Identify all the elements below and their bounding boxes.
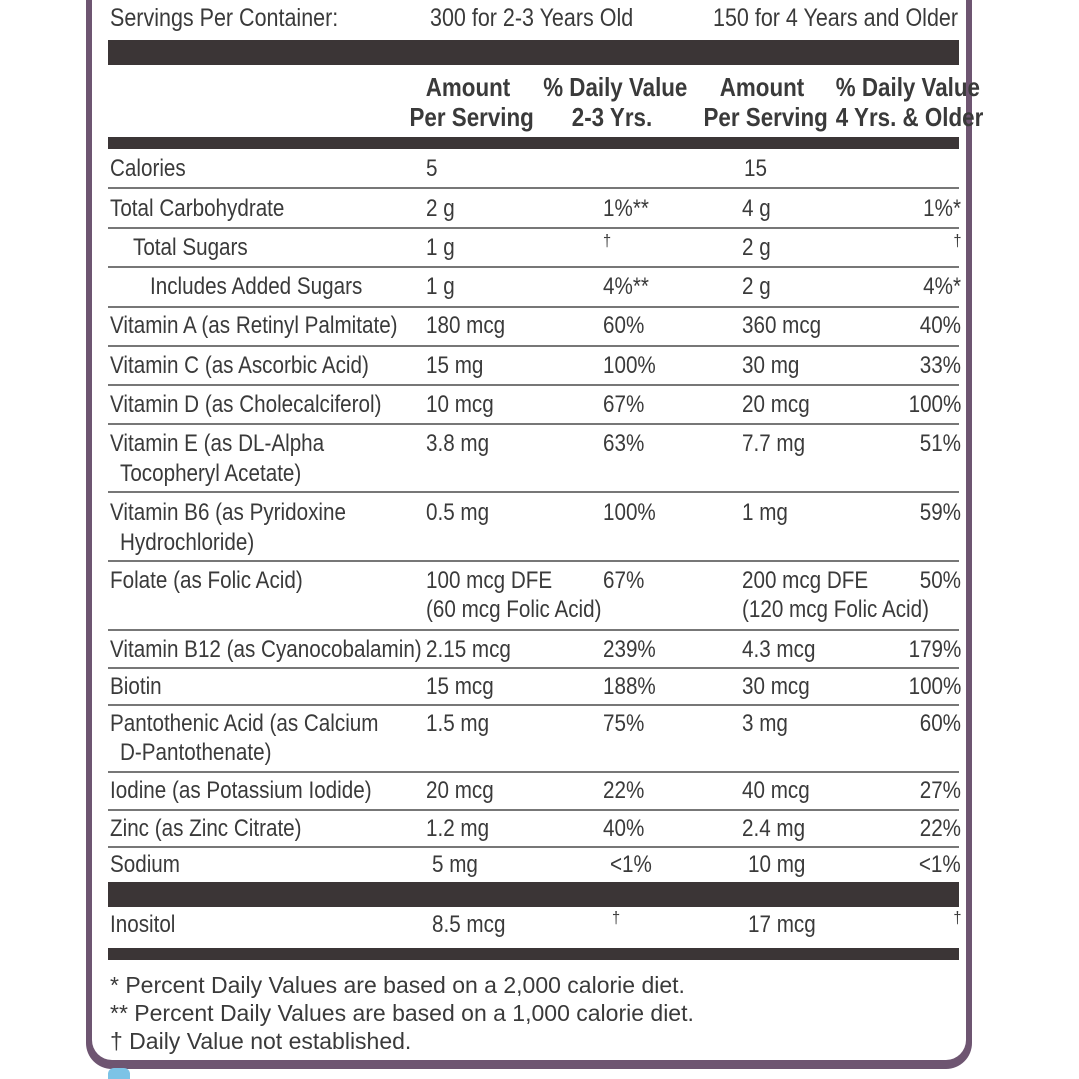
dv-kids: 67% <box>603 391 645 418</box>
amount-kids: 5 mg <box>432 851 478 878</box>
header-dv-kids-age: 2-3 Yrs. <box>571 102 653 132</box>
dv-adults: 27% <box>919 777 961 804</box>
row-divider <box>108 809 959 811</box>
row-divider <box>108 491 959 493</box>
nutrient-name-cont: Tocopheryl Acetate) <box>120 460 302 487</box>
row-divider <box>108 306 959 308</box>
dv-adults: 100% <box>908 673 961 700</box>
amount-adults: 30 mg <box>742 352 800 379</box>
dv-adults: 100% <box>908 391 961 418</box>
nutrient-name-cont: D-Pantothenate) <box>120 739 272 766</box>
header-dv-adults-age: 4 Yrs. & Older <box>835 102 984 132</box>
footnote-double-asterisk: ** Percent Daily Values are based on a 1,000 calorie diet. <box>110 1000 694 1026</box>
dv-adults: 59% <box>919 499 961 526</box>
amount-adults-note: (120 mcg Folic Acid) <box>742 596 929 623</box>
dv-kids: <1% <box>610 851 652 878</box>
dv-kids: 60% <box>603 312 645 339</box>
thick-divider-middle <box>108 882 959 907</box>
amount-adults: 2 g <box>742 273 771 300</box>
nutrient-name: Biotin <box>110 673 162 700</box>
row-divider <box>108 384 959 386</box>
nutrient-name: Vitamin A (as Retinyl Palmitate) <box>110 312 398 339</box>
header-amount-adults: Amount <box>719 72 805 102</box>
row-divider <box>108 667 959 669</box>
dv-kids: 4%** <box>603 273 649 300</box>
nutrient-name: Inositol <box>110 911 176 938</box>
amount-kids: 1 g <box>426 234 455 261</box>
dv-kids: 188% <box>603 673 656 700</box>
amount-adults: 2 g <box>742 234 771 261</box>
nutrient-name: Iodine (as Potassium Iodide) <box>110 777 372 804</box>
medium-divider <box>108 137 959 149</box>
amount-kids: 10 mcg <box>426 391 494 418</box>
row-divider <box>108 704 959 706</box>
dv-kids: 100% <box>603 352 656 379</box>
amount-kids: 15 mcg <box>426 673 494 700</box>
nutrient-name: Vitamin E (as DL-Alpha <box>110 430 325 457</box>
header-dv-kids: % Daily Value <box>543 72 688 102</box>
row-divider <box>108 560 959 562</box>
amount-adults: 1 mg <box>742 499 788 526</box>
amount-kids: 0.5 mg <box>426 499 490 526</box>
nutrient-name: Vitamin B12 (as Cyanocobalamin) <box>110 636 422 663</box>
dv-adults: 1%* <box>923 195 961 222</box>
amount-kids: 1.5 mg <box>426 710 490 737</box>
row-divider <box>108 629 959 631</box>
dv-adults: † <box>952 231 961 250</box>
nutrient-name: Total Sugars <box>133 234 248 261</box>
amount-adults: 4.3 mcg <box>742 636 816 663</box>
dv-adults: 50% <box>919 567 961 594</box>
dv-adults: 60% <box>919 710 961 737</box>
servings-adults: 150 for 4 Years and Older <box>713 4 959 32</box>
header-dv-adults: % Daily Value <box>835 72 980 102</box>
dv-adults: <1% <box>919 851 961 878</box>
dv-kids: 40% <box>603 815 645 842</box>
amount-adults: 3 mg <box>742 710 788 737</box>
nutrient-name: Vitamin C (as Ascorbic Acid) <box>110 352 369 379</box>
header-per-serving-kids: Per Serving <box>409 102 534 132</box>
header-per-serving-adults: Per Serving <box>703 102 828 132</box>
background-left <box>0 0 86 1079</box>
dv-adults: 179% <box>908 636 961 663</box>
dv-kids: 100% <box>603 499 656 526</box>
amount-kids: 180 mcg <box>426 312 506 339</box>
servings-kids: 300 for 2-3 Years Old <box>430 4 634 32</box>
amount-adults: 200 mcg DFE <box>742 567 869 594</box>
dv-kids: 67% <box>603 567 645 594</box>
nutrient-name-cont: Hydrochloride) <box>120 529 255 556</box>
servings-label: Servings Per Container: <box>110 4 339 32</box>
amount-adults: 17 mcg <box>748 911 816 938</box>
nutrient-name: Zinc (as Zinc Citrate) <box>110 815 302 842</box>
thick-divider-top <box>108 40 959 65</box>
nutrient-name: Sodium <box>110 851 180 878</box>
dv-kids: 75% <box>603 710 645 737</box>
nutrient-name: Pantothenic Acid (as Calcium <box>110 710 379 737</box>
amount-adults: 4 g <box>742 195 771 222</box>
package-color-tab <box>108 1068 130 1079</box>
amount-kids: 2 g <box>426 195 455 222</box>
dv-adults: 22% <box>919 815 961 842</box>
row-divider <box>108 266 959 268</box>
footnote-dagger: † Daily Value not established. <box>110 1028 412 1054</box>
amount-kids: 1 g <box>426 273 455 300</box>
amount-kids: 100 mcg DFE <box>426 567 553 594</box>
amount-kids: 3.8 mg <box>426 430 490 457</box>
row-divider <box>108 771 959 773</box>
nutrient-name: Calories <box>110 155 186 182</box>
row-divider <box>108 846 959 848</box>
amount-kids: 8.5 mcg <box>432 911 506 938</box>
dv-adults: 40% <box>919 312 961 339</box>
nutrient-name: Folate (as Folic Acid) <box>110 567 303 594</box>
row-divider <box>108 187 959 189</box>
amount-adults: 30 mcg <box>742 673 810 700</box>
amount-kids: 2.15 mcg <box>426 636 511 663</box>
dv-adults: 33% <box>919 352 961 379</box>
header-amount-kids: Amount <box>425 72 511 102</box>
amount-adults: 10 mg <box>748 851 806 878</box>
row-divider <box>108 227 959 229</box>
footnote-single-asterisk: * Percent Daily Values are based on a 2,000 calorie diet. <box>110 972 685 998</box>
amount-adults: 15 <box>744 155 767 182</box>
nutrient-name: Vitamin B6 (as Pyridoxine <box>110 499 346 526</box>
row-divider <box>108 345 959 347</box>
nutrient-name: Total Carbohydrate <box>110 195 285 222</box>
amount-adults: 40 mcg <box>742 777 810 804</box>
nutrient-name: Vitamin D (as Cholecalciferol) <box>110 391 382 418</box>
dv-kids: 1%** <box>603 195 649 222</box>
amount-kids: 15 mg <box>426 352 484 379</box>
dv-adults: 4%* <box>923 273 961 300</box>
thick-divider-bottom <box>108 948 959 960</box>
amount-adults: 7.7 mg <box>742 430 806 457</box>
amount-adults: 360 mcg <box>742 312 822 339</box>
amount-kids-note: (60 mcg Folic Acid) <box>426 596 602 623</box>
row-divider <box>108 423 959 425</box>
dv-kids: † <box>603 231 612 250</box>
dv-kids: 22% <box>603 777 645 804</box>
dv-kids: 63% <box>603 430 645 457</box>
nutrient-name: Includes Added Sugars <box>150 273 363 300</box>
amount-kids: 5 <box>426 155 438 182</box>
amount-adults: 2.4 mg <box>742 815 806 842</box>
dv-kids: 239% <box>603 636 656 663</box>
amount-kids: 1.2 mg <box>426 815 490 842</box>
dv-adults: 51% <box>919 430 961 457</box>
dv-adults: † <box>952 908 961 927</box>
amount-adults: 20 mcg <box>742 391 810 418</box>
amount-kids: 20 mcg <box>426 777 494 804</box>
dv-kids: † <box>612 908 621 927</box>
